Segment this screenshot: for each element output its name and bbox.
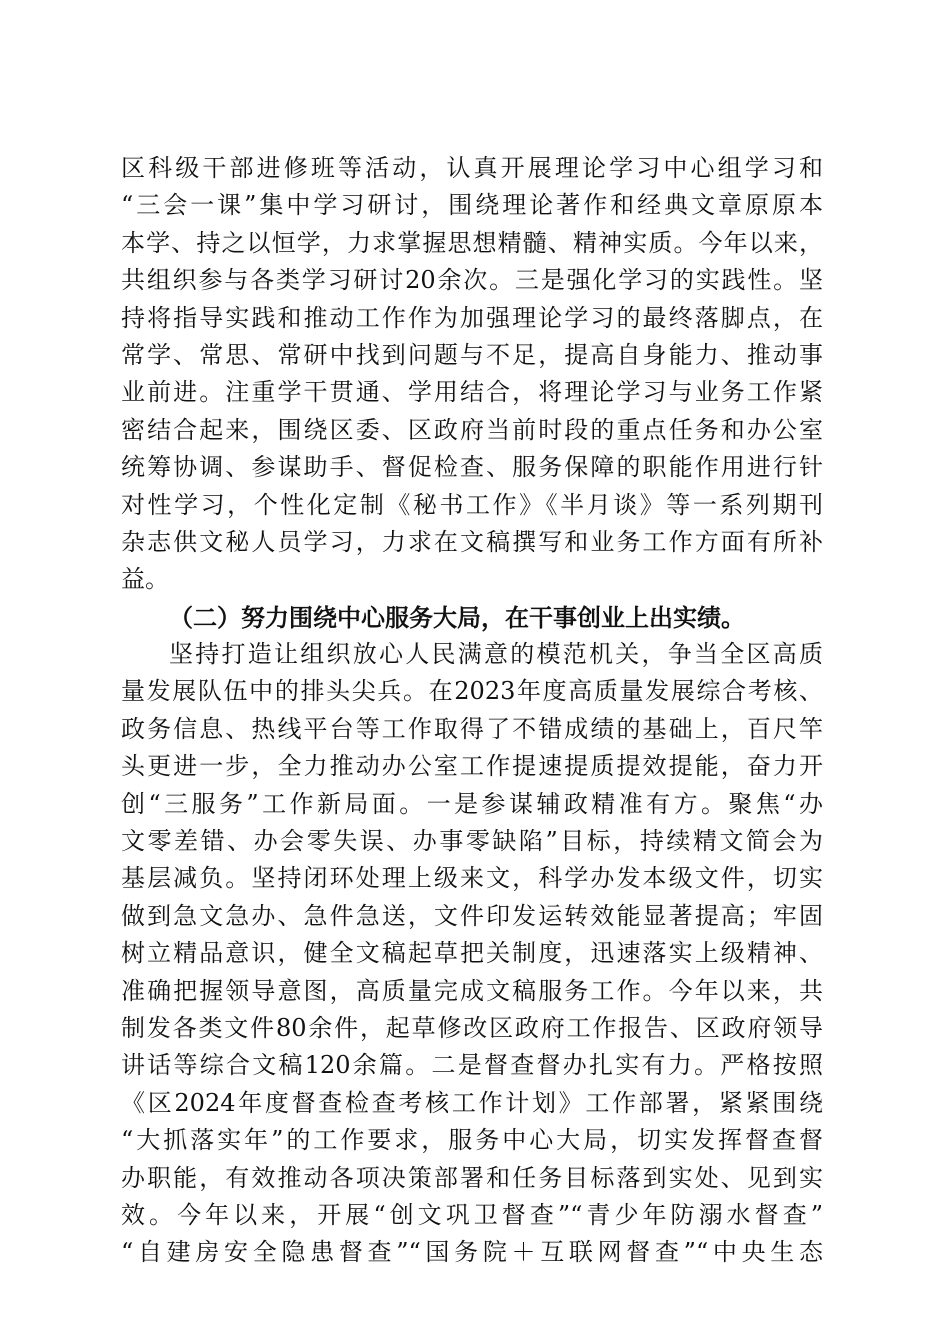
text-line: 讲话等综合文稿120余篇。二是督查督办扎实有力。严格按照 [121,1051,823,1080]
text-line: 准确把握领导意图，高质量完成文稿服务工作。今年以来，共 [121,976,823,1005]
text-line: 办职能，有效推动各项决策部署和任务目标落到实处、见到实 [121,1163,823,1192]
section-heading: （二）努力围绕中心服务大局，在干事创业上出实绩。 [169,602,745,632]
text-line: 杂志供文秘人员学习，力求在文稿撰写和业务工作方面有所补 [121,527,823,556]
text-line: 密结合起来，围绕区委、区政府当前时段的重点任务和办公室 [121,415,823,444]
paragraph-2 [121,636,823,1272]
text-line: 区科级干部进修班等活动，认真开展理论学习中心组学习和 [121,154,823,182]
text-line: “自建房安全隐患督查”“国务院＋互联网督查”“中央生态 [121,1238,823,1267]
text-line: 头更进一步，全力推动办公室工作提速提质提效提能，奋力开 [121,752,823,781]
text-line: 效。今年以来，开展“创文巩卫督查”“青少年防溺水督查” [121,1200,823,1229]
text-line: 创“三服务”工作新局面。一是参谋辅政精准有方。聚焦“办 [121,789,823,818]
text-line: 坚持打造让组织放心人民满意的模范机关，争当全区高质 [169,640,823,669]
text-line: 量发展队伍中的排头尖兵。在2023年度高质量发展综合考核、 [121,677,823,706]
text-line: 政务信息、热线平台等工作取得了不错成绩的基础上，百尺竿 [121,714,823,743]
text-line: 共组织参与各类学习研讨20余次。三是强化学习的实践性。坚 [121,266,823,295]
text-line: 基层减负。坚持闭环处理上级来文，科学办发本级文件，切实 [121,864,823,893]
text-line: 《区2024年度督查检查考核工作计划》工作部署，紧紧围绕 [121,1088,823,1117]
text-line: 持将指导实践和推动工作作为加强理论学习的最终落脚点，在 [121,303,823,332]
text-line: 本学、持之以恒学，力求掌握思想精髓、精神实质。今年以来， [121,228,823,257]
text-line: “大抓落实年”的工作要求，服务中心大局，切实发挥督查督 [121,1126,823,1155]
text-line: 树立精品意识，健全文稿起草把关制度，迅速落实上级精神、 [121,939,823,968]
text-line: 统筹协调、参谋助手、督促检查、服务保障的职能作用进行针 [121,453,823,482]
text-line: 文零差错、办会零失误、办事零缺陷”目标，持续精文简会为 [121,827,823,856]
text-line: 常学、常思、常研中找到问题与不足，提高自身能力、推动事 [121,340,823,369]
text-line: 做到急文急办、急件急送，文件印发运转效能显著提高；牢固 [121,901,823,930]
text-line: “三会一课”集中学习研讨，围绕理论著作和经典文章原原本 [121,191,823,220]
text-line: 业前进。注重学干贯通、学用结合，将理论学习与业务工作紧 [121,378,823,407]
paragraph-1 [121,150,823,599]
text-line: 制发各类文件80余件，起草修改区政府工作报告、区政府领导 [121,1013,823,1042]
document-body [121,150,823,1272]
text-line: 对性学习，个性化定制《秘书工作》《半月谈》等一系列期刊 [121,490,823,519]
text-line: 益。 [121,565,169,594]
